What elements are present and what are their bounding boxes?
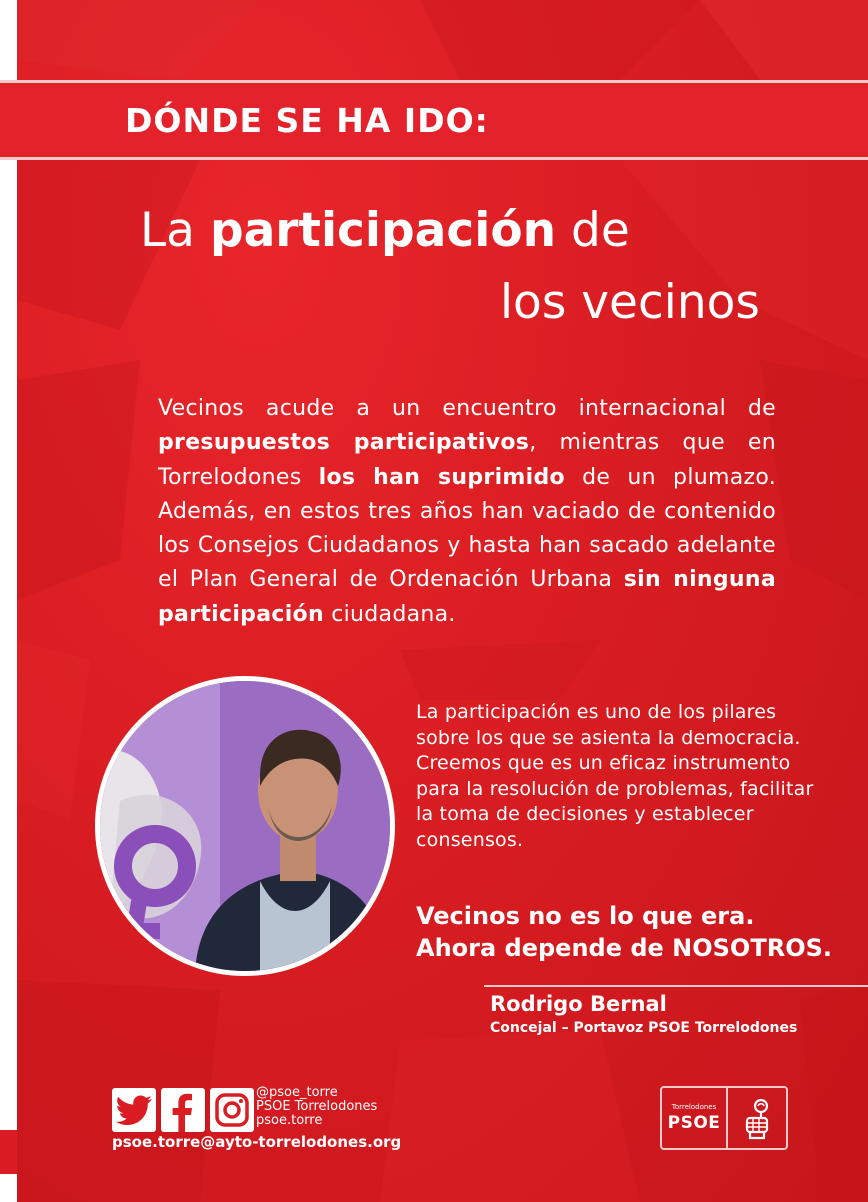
body-text-3: de un plumazo. Además, en estos tres años han vaciado de contenido los Consejos Ciudadanos y hasta han sacado adelante el Plan General de Ordenación Urbana [158, 464, 776, 593]
facebook-icon[interactable] [161, 1088, 205, 1132]
signature-name: Rodrigo Bernal [490, 992, 667, 1016]
social-handles [256, 1086, 377, 1128]
contact-email[interactable]: psoe.torre@ayto-torrelodones.org [112, 1133, 402, 1151]
signature-role: Concejal – Portavoz PSOE Torrelodones [490, 1020, 798, 1036]
body-text-1: Vecinos acude a un encuentro internacional de [158, 396, 776, 421]
twitter-icon[interactable] [112, 1088, 156, 1132]
slogan-line-1: Vecinos no es lo que era. [416, 902, 755, 930]
headline-lead: La [140, 203, 210, 258]
quote-line: La participación es uno de los pilares [416, 701, 777, 723]
left-strip-mark [0, 1130, 17, 1174]
quote-line: consensos. [416, 828, 524, 851]
quote-line: para la resolución de problemas, facilitar [416, 777, 814, 800]
logo-party: PSOE [667, 1113, 721, 1133]
instagram-handle[interactable]: psoe.torre [256, 1113, 323, 1128]
instagram-icon[interactable] [210, 1088, 254, 1132]
fist-rose-icon [728, 1088, 786, 1148]
headline-bold: participación [209, 203, 557, 258]
logo-town: Torrelodones [671, 1103, 717, 1111]
slogan-line-2: Ahora depende de NOSOTROS. [416, 934, 832, 962]
body-bold-2: los han suprimido [318, 464, 565, 490]
psoe-logo-text [662, 1088, 728, 1148]
header-title: DÓNDE SE HA IDO: [125, 101, 489, 140]
portrait-illustration [100, 681, 390, 971]
quote-line: sobre los que se asienta la democracia. [416, 726, 801, 749]
psoe-logo [660, 1086, 788, 1150]
header-band [0, 80, 868, 160]
body-bold-1: presupuestos participativos [158, 430, 530, 456]
facebook-handle[interactable]: PSOE Torrelodones [256, 1099, 378, 1114]
headline-line-1 [140, 203, 630, 258]
headline-line-2: los vecinos [500, 275, 760, 330]
quote-line: la toma de decisiones y establecer [416, 803, 754, 825]
headline-tail: de [556, 203, 630, 258]
left-white-strip [0, 0, 17, 1202]
signature-divider [484, 985, 868, 987]
body-text-2: , mientras que en Torrelodones [158, 430, 776, 490]
social-icons [112, 1088, 254, 1132]
portrait-photo [95, 676, 395, 976]
twitter-handle[interactable]: @psoe_torre [256, 1085, 338, 1100]
body-bold-3: sin ninguna participación [158, 567, 776, 627]
quote-line: Creemos que es un eficaz instrumento [416, 752, 791, 774]
body-text-4: ciudadana. [323, 601, 456, 627]
body-paragraph [158, 392, 776, 632]
quote-block [416, 700, 856, 853]
